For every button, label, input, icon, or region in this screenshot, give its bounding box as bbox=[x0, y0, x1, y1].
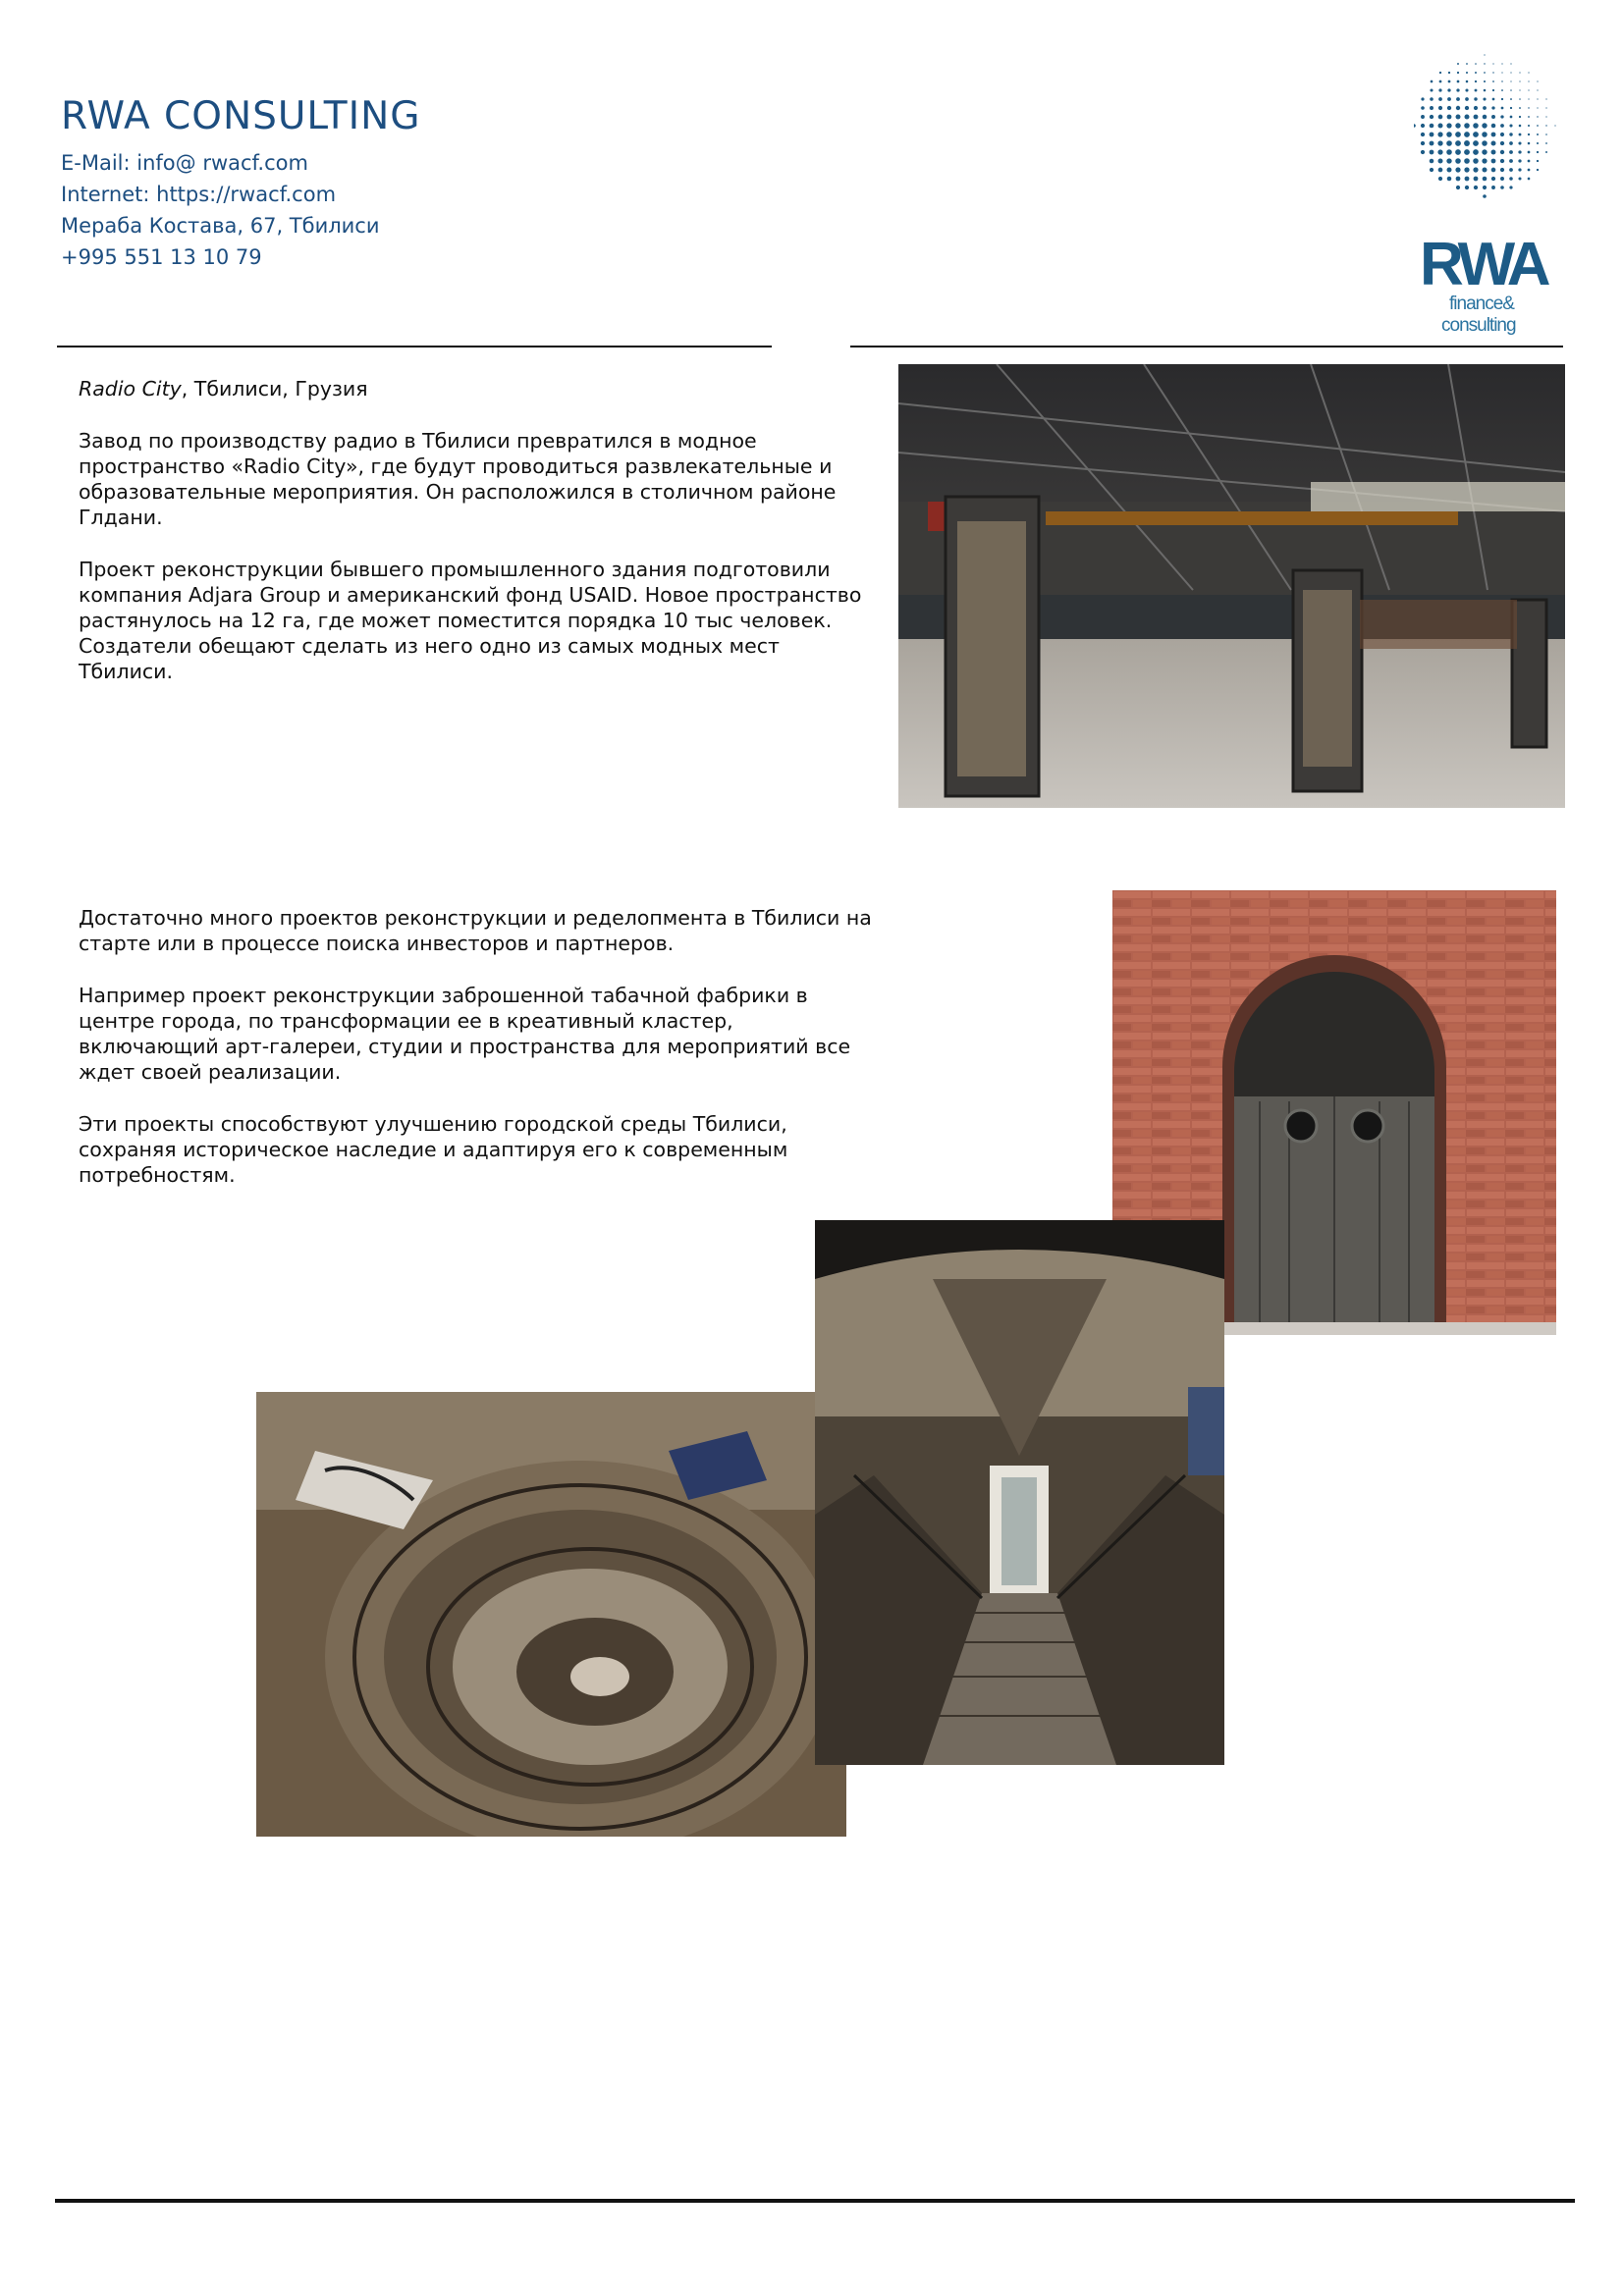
globe-dot bbox=[1465, 106, 1469, 110]
section2-paragraph-2: Например проект реконструкции заброшенной табачной фабрики в центре города, по трансформации ее в креативный кластер, включающий арт-галереи, студии и пространства для мероприятий все ждет своей реализации. bbox=[79, 984, 851, 1084]
globe-dot bbox=[1483, 97, 1486, 100]
globe-dot bbox=[1528, 98, 1529, 99]
globe-dot bbox=[1438, 168, 1443, 173]
globe-dot bbox=[1483, 186, 1487, 189]
globe-dot bbox=[1518, 159, 1521, 162]
globe-dot bbox=[1455, 140, 1461, 146]
globe-dot bbox=[1510, 80, 1511, 81]
globe-dot bbox=[1464, 158, 1470, 164]
globe-dot bbox=[1501, 98, 1503, 100]
globe-dot bbox=[1492, 80, 1494, 82]
globe-dot bbox=[1421, 124, 1425, 128]
globe-dot bbox=[1501, 89, 1503, 91]
globe-dot bbox=[1446, 132, 1452, 137]
globe-dot bbox=[1519, 80, 1520, 81]
globe-dot bbox=[1456, 177, 1461, 182]
globe-dot bbox=[1430, 168, 1434, 172]
globe-dot bbox=[1430, 133, 1434, 137]
globe-dot bbox=[1491, 124, 1496, 129]
globe-dot bbox=[1537, 133, 1539, 135]
globe-dot bbox=[1537, 151, 1539, 153]
section1-paragraph-2: Проект реконструкции бывшего промышленного здания подготовили компания Adjara Group и американский фонд USAID. Новое пространство растянулось на 12 га, где может поместится порядка 10 тыс человек. Создатели обещают сделать из него одно из самых модных мест Тбилиси. bbox=[79, 558, 862, 683]
globe-dot bbox=[1446, 140, 1452, 146]
globe-dot bbox=[1501, 80, 1502, 81]
globe-dot bbox=[1421, 133, 1425, 136]
globe-dot bbox=[1519, 116, 1521, 118]
globe-dot bbox=[1484, 63, 1485, 64]
globe-dot bbox=[1509, 133, 1512, 135]
globe-dot bbox=[1473, 123, 1479, 129]
globe-dot bbox=[1537, 116, 1538, 117]
globe-dot bbox=[1537, 160, 1539, 162]
globe-dot bbox=[1537, 89, 1538, 90]
globe-dot bbox=[1491, 115, 1495, 119]
radio-city-photo bbox=[898, 364, 1565, 808]
globe-dot bbox=[1446, 123, 1451, 128]
globe-dot bbox=[1509, 124, 1512, 127]
globe-dot bbox=[1500, 124, 1504, 128]
globe-dot bbox=[1528, 116, 1530, 118]
globe-dot bbox=[1455, 158, 1461, 164]
globe-dot bbox=[1482, 123, 1487, 128]
globe-dot bbox=[1482, 132, 1488, 137]
grand-staircase-photo bbox=[815, 1220, 1224, 1765]
globe-dot bbox=[1430, 97, 1434, 101]
globe-dot bbox=[1518, 177, 1521, 180]
globe-dot bbox=[1510, 98, 1512, 100]
globe-dot bbox=[1474, 186, 1478, 189]
globe-dot bbox=[1438, 106, 1442, 110]
globe-dot bbox=[1465, 186, 1469, 189]
globe-dot bbox=[1537, 107, 1538, 108]
globe-dot bbox=[1430, 124, 1434, 129]
internet-line: Internet: https://rwacf.com bbox=[61, 183, 337, 206]
globe-dot bbox=[1474, 177, 1479, 182]
globe-dot bbox=[1446, 158, 1451, 163]
globe-dot bbox=[1446, 149, 1452, 155]
globe-dot bbox=[1537, 169, 1539, 171]
rwa-logo bbox=[1414, 27, 1566, 342]
globe-dot bbox=[1464, 149, 1470, 155]
globe-dot bbox=[1464, 132, 1470, 137]
globe-dot bbox=[1500, 141, 1504, 145]
globe-dot bbox=[1528, 169, 1531, 172]
globe-dot bbox=[1421, 115, 1425, 119]
globe-dot bbox=[1500, 115, 1503, 118]
logo-wordmark: RWA bbox=[1420, 231, 1546, 298]
globe-dot bbox=[1509, 168, 1513, 172]
globe-dot bbox=[1430, 115, 1434, 119]
globe-dot bbox=[1465, 97, 1469, 101]
globe-dot bbox=[1430, 159, 1434, 164]
contact-block bbox=[61, 147, 380, 273]
globe-dot bbox=[1500, 133, 1504, 136]
globe-dot bbox=[1414, 124, 1416, 128]
globe-dot bbox=[1456, 88, 1459, 91]
globe-dot bbox=[1466, 72, 1468, 74]
globe-dot bbox=[1473, 167, 1478, 172]
globe-dot bbox=[1447, 106, 1451, 110]
globe-dot bbox=[1475, 80, 1477, 82]
globe-dot bbox=[1491, 168, 1496, 173]
globe-dot bbox=[1437, 149, 1442, 154]
globe-dot bbox=[1528, 151, 1531, 154]
globe-dot bbox=[1483, 194, 1487, 198]
globe-dot bbox=[1510, 89, 1512, 91]
globe-dot bbox=[1446, 167, 1451, 172]
globe-dot bbox=[1465, 115, 1470, 120]
globe-dot bbox=[1473, 158, 1479, 164]
globe-dot bbox=[1466, 63, 1468, 65]
section1-paragraph-1: Завод по производству радио в Тбилиси превратился в модное пространство «Radio City», где будут проводиться развлекательные и образовательные мероприятия. Он расположился в столичном районе Глдани. bbox=[79, 429, 837, 529]
globe-dot bbox=[1528, 178, 1531, 181]
globe-dot bbox=[1465, 177, 1470, 182]
globe-dot bbox=[1483, 106, 1487, 110]
globe-dot bbox=[1475, 89, 1478, 92]
globe-dot bbox=[1518, 168, 1521, 171]
globe-dot bbox=[1528, 125, 1530, 127]
globe-dot bbox=[1421, 150, 1425, 154]
globe-dot bbox=[1492, 72, 1493, 73]
globe-dot bbox=[1473, 140, 1479, 146]
globe-dot bbox=[1492, 98, 1495, 101]
globe-dot bbox=[1500, 168, 1504, 172]
globe-dot bbox=[1501, 107, 1504, 110]
globe-dot bbox=[1510, 107, 1512, 109]
globe-dot bbox=[1509, 186, 1512, 188]
logo-tagline-2: consulting bbox=[1441, 315, 1516, 336]
globe-dot bbox=[1456, 97, 1460, 101]
globe-dot bbox=[1501, 63, 1502, 64]
globe-dot bbox=[1421, 141, 1425, 145]
globe-dot bbox=[1491, 177, 1495, 181]
caption-location: , Тбилиси, Грузия bbox=[181, 377, 368, 400]
globe-dot bbox=[1483, 177, 1488, 182]
globe-dot bbox=[1528, 107, 1529, 108]
globe-dot bbox=[1518, 141, 1521, 144]
globe-dot bbox=[1519, 133, 1522, 136]
globe-dot bbox=[1528, 142, 1531, 145]
globe-dot bbox=[1430, 150, 1434, 155]
globe-dot bbox=[1421, 106, 1425, 110]
globe-dot bbox=[1438, 177, 1442, 181]
globe-dot bbox=[1519, 125, 1522, 128]
section1-text bbox=[79, 428, 864, 711]
globe-dot bbox=[1475, 72, 1477, 74]
globe-dot bbox=[1509, 177, 1513, 181]
globe-dot bbox=[1439, 72, 1441, 74]
dotted-globe-icon bbox=[1414, 54, 1556, 197]
globe-dot bbox=[1474, 106, 1478, 110]
globe-dot bbox=[1456, 115, 1461, 120]
globe-dot bbox=[1437, 132, 1442, 136]
address-line: Мераба Костава, 67, Тбилиси bbox=[61, 214, 380, 238]
globe-dot bbox=[1447, 97, 1451, 101]
phone-line: +995 551 13 10 79 bbox=[61, 245, 262, 269]
globe-dot bbox=[1464, 123, 1470, 129]
globe-dot bbox=[1510, 116, 1513, 119]
globe-dot bbox=[1456, 186, 1460, 189]
globe-dot bbox=[1455, 123, 1460, 128]
footer-rule bbox=[55, 2199, 1575, 2203]
globe-dot bbox=[1448, 72, 1450, 74]
globe-dot bbox=[1545, 142, 1547, 144]
globe-dot bbox=[1457, 80, 1460, 83]
globe-dot bbox=[1438, 88, 1441, 91]
globe-dot bbox=[1438, 115, 1443, 120]
globe-dot bbox=[1519, 107, 1521, 109]
globe-dot bbox=[1483, 115, 1488, 120]
globe-dot bbox=[1484, 54, 1485, 55]
globe-dot bbox=[1501, 72, 1502, 73]
globe-dot bbox=[1537, 98, 1538, 99]
globe-dot bbox=[1528, 72, 1529, 73]
globe-dot bbox=[1492, 63, 1493, 64]
section2-paragraph-1: Достаточно много проектов реконструкции и ределопмента в Тбилиси на старте или в процессе поиска инвесторов и партнеров. bbox=[79, 906, 872, 955]
globe-dot bbox=[1465, 88, 1468, 91]
globe-dot bbox=[1438, 97, 1442, 101]
globe-dot bbox=[1475, 63, 1477, 65]
globe-dot bbox=[1528, 133, 1530, 135]
globe-dot bbox=[1509, 150, 1513, 154]
globe-dot bbox=[1537, 125, 1539, 127]
globe-dot bbox=[1430, 141, 1434, 146]
globe-dot bbox=[1519, 89, 1520, 90]
globe-dot bbox=[1545, 151, 1547, 153]
globe-dot bbox=[1473, 149, 1479, 155]
globe-dot bbox=[1537, 142, 1539, 144]
globe-dot bbox=[1500, 177, 1504, 181]
globe-dot bbox=[1483, 168, 1488, 173]
globe-dot bbox=[1421, 97, 1424, 100]
globe-dot bbox=[1519, 72, 1520, 73]
globe-dot bbox=[1500, 186, 1504, 189]
globe-dot bbox=[1491, 186, 1495, 189]
globe-dot bbox=[1528, 89, 1529, 90]
globe-dot bbox=[1491, 159, 1496, 164]
globe-dot bbox=[1457, 72, 1459, 74]
globe-dot bbox=[1437, 140, 1442, 145]
globe-dot bbox=[1545, 98, 1546, 99]
spiral-staircase-photo bbox=[256, 1392, 846, 1837]
globe-dot bbox=[1545, 107, 1546, 108]
globe-dot bbox=[1447, 115, 1452, 120]
globe-dot bbox=[1456, 106, 1460, 110]
email-line: E-Mail: info@ rwacf.com bbox=[61, 151, 308, 175]
globe-dot bbox=[1439, 80, 1442, 83]
globe-dot bbox=[1545, 133, 1547, 135]
header-rule-right bbox=[850, 346, 1563, 347]
globe-dot bbox=[1438, 124, 1443, 129]
globe-dot bbox=[1545, 116, 1546, 117]
globe-dot bbox=[1484, 80, 1486, 82]
globe-dot bbox=[1491, 141, 1496, 146]
globe-dot bbox=[1474, 115, 1479, 120]
globe-dot bbox=[1491, 150, 1496, 155]
globe-dot bbox=[1447, 88, 1450, 91]
logo-tagline-1: finance& bbox=[1449, 294, 1514, 314]
company-name: RWA CONSULTING bbox=[61, 94, 421, 138]
globe-dot bbox=[1491, 106, 1494, 109]
globe-dot bbox=[1491, 133, 1496, 137]
globe-dot bbox=[1519, 98, 1521, 100]
globe-dot bbox=[1455, 132, 1461, 137]
section2-text bbox=[79, 905, 874, 1214]
project-caption bbox=[79, 376, 368, 401]
globe-dot bbox=[1448, 80, 1451, 83]
globe-dot bbox=[1430, 88, 1433, 91]
globe-dot bbox=[1464, 140, 1470, 146]
globe-dot bbox=[1509, 159, 1513, 163]
globe-dot bbox=[1492, 89, 1494, 91]
header-rule-left bbox=[57, 346, 772, 347]
globe-dot bbox=[1554, 125, 1555, 126]
globe-dot bbox=[1500, 150, 1504, 154]
globe-dot bbox=[1431, 80, 1434, 83]
globe-dot bbox=[1474, 97, 1477, 100]
globe-dot bbox=[1455, 167, 1460, 172]
globe-dot bbox=[1455, 149, 1461, 155]
globe-dot bbox=[1537, 80, 1538, 81]
globe-dot bbox=[1457, 63, 1459, 65]
globe-dot bbox=[1464, 167, 1469, 172]
globe-dot bbox=[1518, 150, 1521, 153]
globe-dot bbox=[1484, 89, 1487, 92]
globe-dot bbox=[1509, 141, 1513, 145]
globe-dot bbox=[1466, 80, 1469, 83]
caption-title: Radio City bbox=[79, 377, 182, 400]
globe-dot bbox=[1437, 158, 1442, 163]
globe-dot bbox=[1482, 158, 1487, 163]
globe-dot bbox=[1500, 159, 1504, 163]
globe-dot bbox=[1473, 132, 1479, 137]
globe-dot bbox=[1510, 63, 1511, 64]
globe-dot bbox=[1482, 140, 1488, 146]
section2-paragraph-3: Эти проекты способствуют улучшению городской среды Тбилиси, сохраняя историческое наследие и адаптируя его к современным потребностям. bbox=[79, 1112, 788, 1187]
globe-dot bbox=[1484, 72, 1486, 74]
globe-dot bbox=[1510, 72, 1511, 73]
globe-dot bbox=[1482, 149, 1487, 154]
globe-dot bbox=[1528, 80, 1529, 81]
globe-dot bbox=[1528, 160, 1531, 163]
globe-dot bbox=[1545, 125, 1546, 126]
globe-dot bbox=[1447, 177, 1452, 182]
globe-dot bbox=[1430, 106, 1434, 110]
